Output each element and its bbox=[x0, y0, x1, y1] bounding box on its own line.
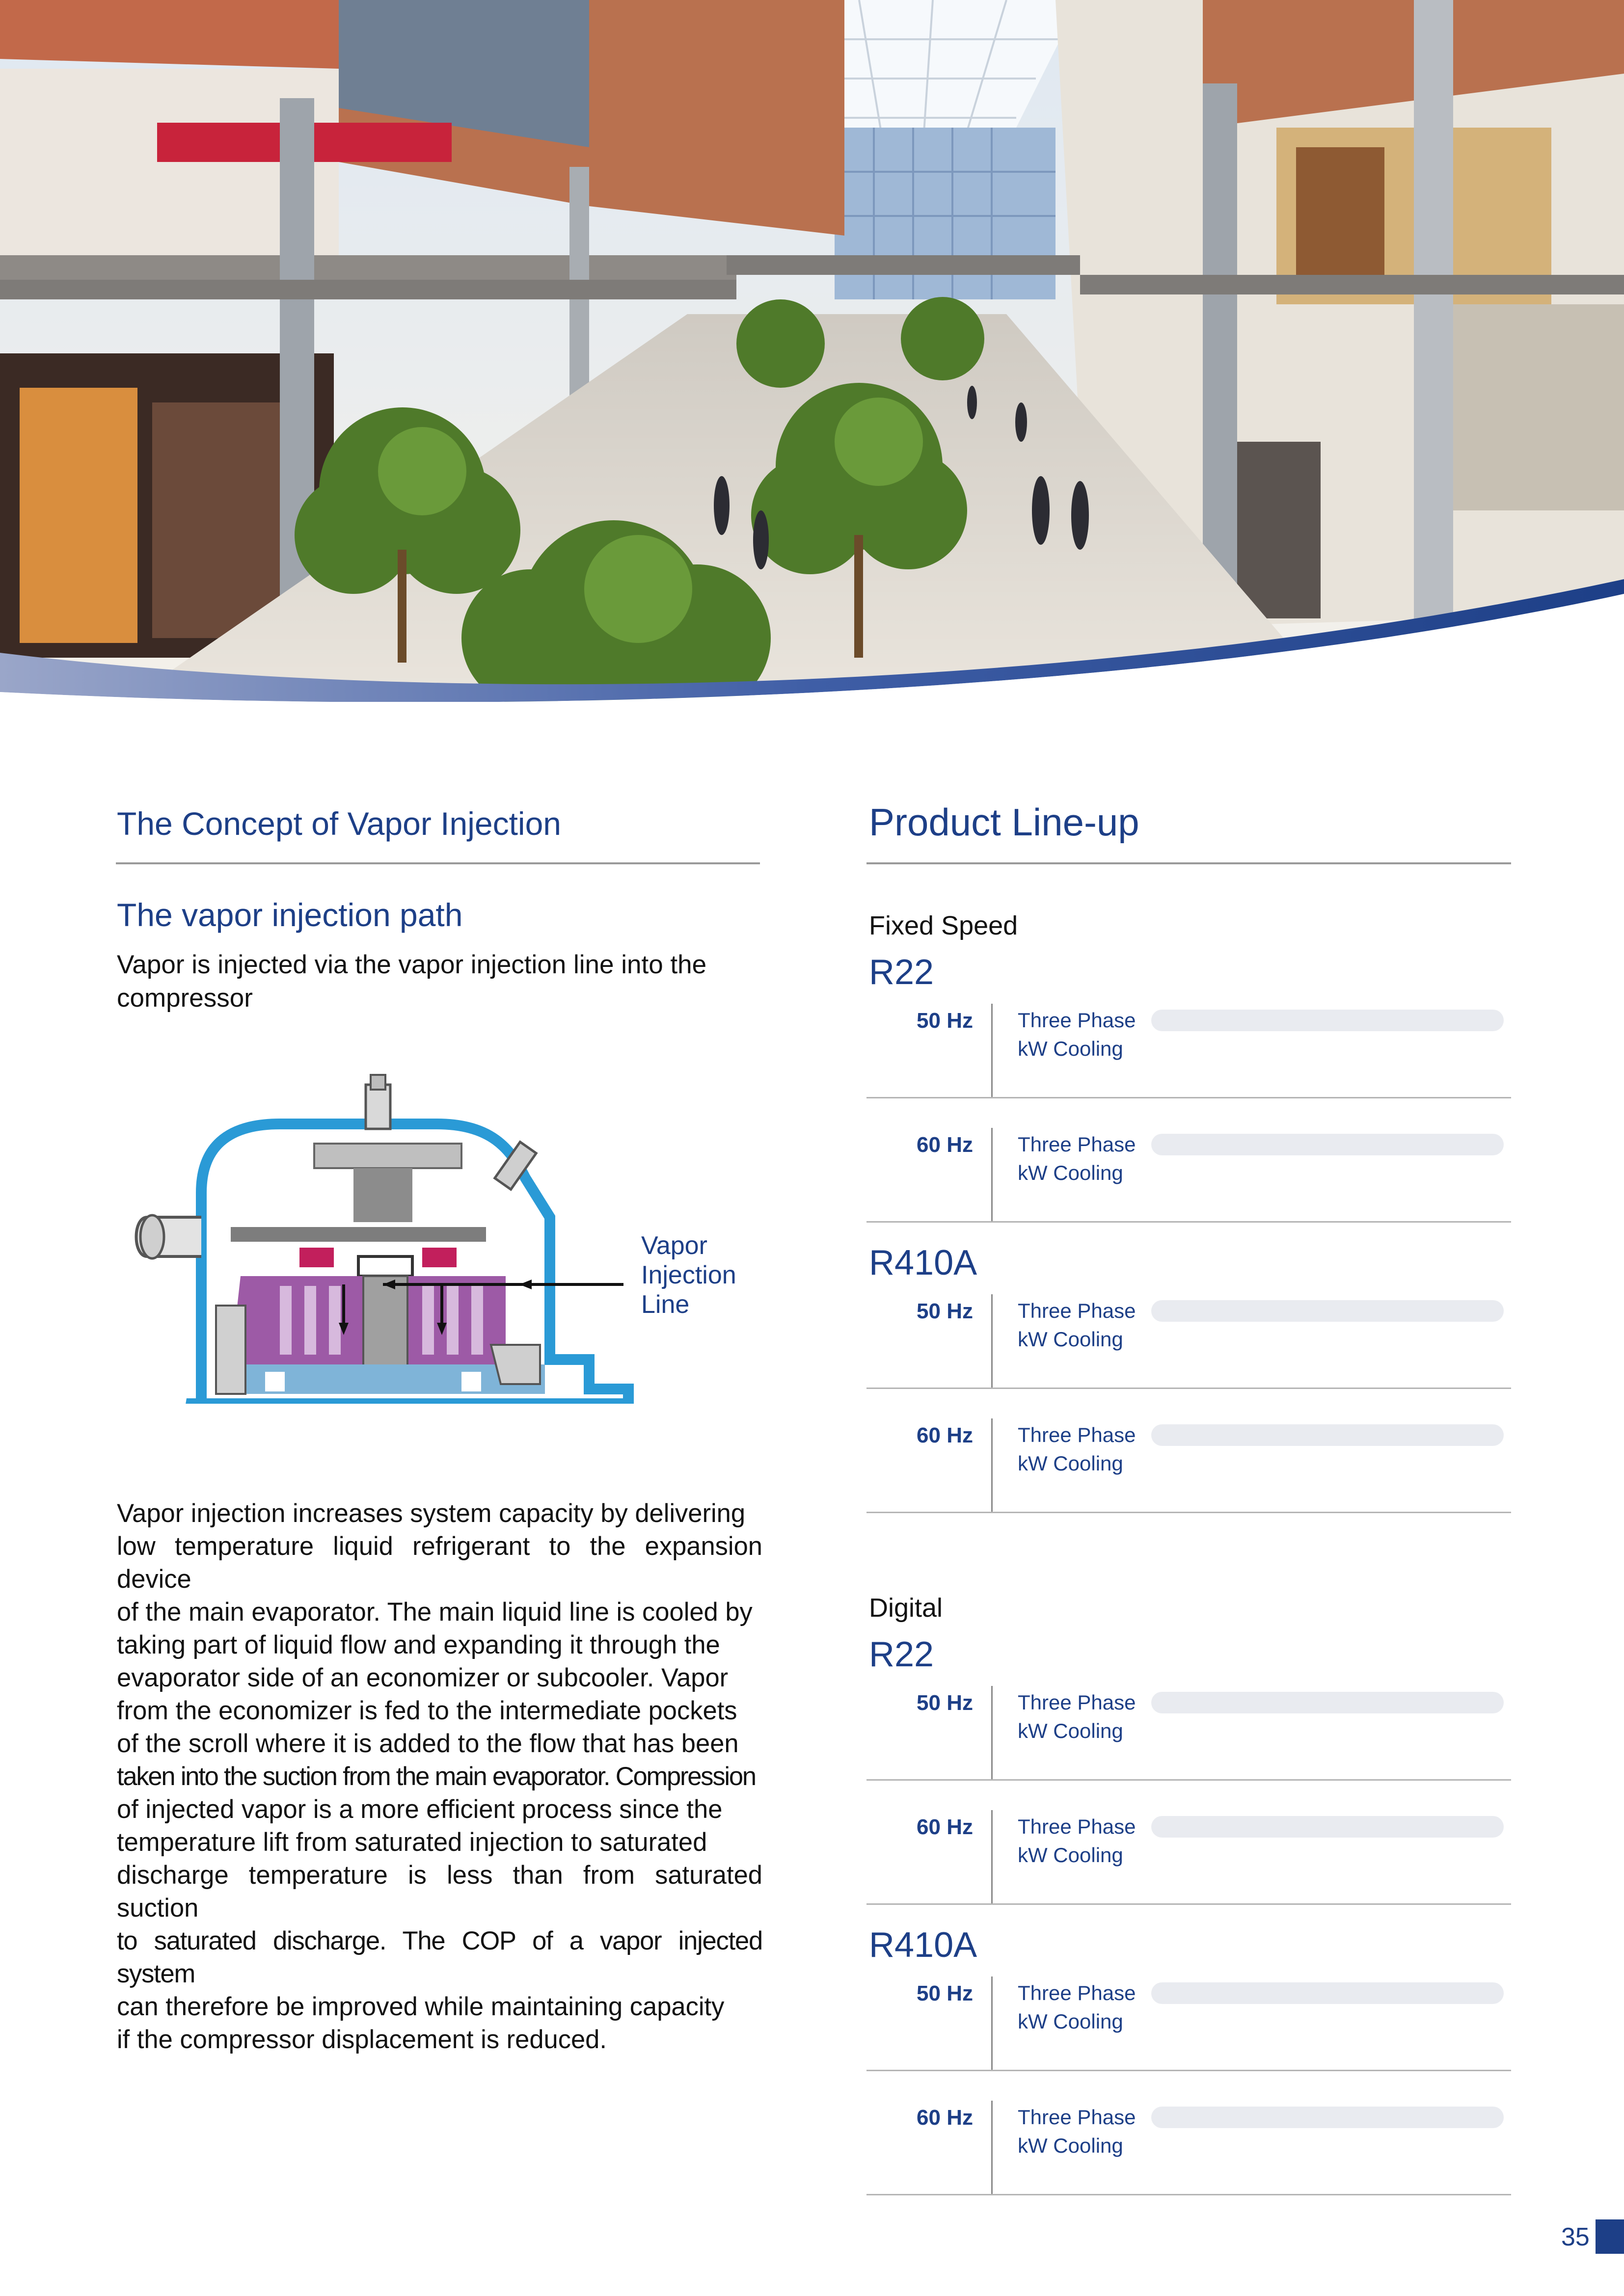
capacity-chart bbox=[1151, 1128, 1505, 1221]
frequency-label: 50 Hz bbox=[917, 1981, 973, 2005]
lineup-row bbox=[866, 1686, 1511, 1784]
lineup-row bbox=[866, 2101, 1511, 2199]
subtitle-vapor-path: The vapor injection path bbox=[117, 897, 463, 933]
row-divider-vertical bbox=[991, 2101, 993, 2194]
divider bbox=[866, 862, 1511, 864]
row-divider-vertical bbox=[991, 1418, 993, 1512]
row-divider-horizontal bbox=[866, 1512, 1511, 1513]
vapor-injection-line-label bbox=[641, 1231, 736, 1319]
body-line: temperature lift from saturated injection to saturated bbox=[117, 1828, 707, 1857]
frequency-label: 60 Hz bbox=[917, 1815, 973, 1839]
refrigerant-label: R410A bbox=[869, 1925, 977, 1965]
divider bbox=[116, 862, 760, 864]
lineup-row bbox=[866, 1976, 1511, 2075]
row-divider-vertical bbox=[991, 1686, 993, 1779]
section-label-digital: Digital bbox=[869, 1593, 943, 1623]
refrigerant-label: R410A bbox=[869, 1243, 977, 1282]
refrigerant-label: R22 bbox=[869, 1635, 934, 1674]
cooling-label: kW Cooling bbox=[1018, 1719, 1123, 1742]
body-line: from the economizer is fed to the intermediate pockets bbox=[117, 1696, 737, 1725]
lineup-row bbox=[866, 1004, 1511, 1102]
frequency-label: 50 Hz bbox=[917, 1299, 973, 1323]
label-line: Injection bbox=[641, 1261, 736, 1289]
page-number: 35 bbox=[1561, 2223, 1590, 2251]
body-line: if the compressor displacement is reduced. bbox=[117, 2025, 607, 2054]
body-line: evaporator side of an economizer or subcooler. Vapor bbox=[117, 1663, 729, 1692]
frequency-label: 50 Hz bbox=[917, 1009, 973, 1033]
capacity-track bbox=[1151, 1134, 1504, 1155]
body-line: Vapor injection increases system capacity by delivering bbox=[117, 1499, 746, 1528]
section-title-concept: The Concept of Vapor Injection bbox=[117, 805, 561, 842]
lineup-row bbox=[866, 1128, 1511, 1226]
label-line: Vapor bbox=[641, 1231, 707, 1260]
capacity-chart bbox=[1151, 1418, 1505, 1512]
body-line: taking part of liquid flow and expanding it through the bbox=[117, 1630, 720, 1659]
row-divider-vertical bbox=[991, 1976, 993, 2070]
capacity-track bbox=[1151, 1816, 1504, 1838]
frequency-label: 60 Hz bbox=[917, 1423, 973, 1447]
capacity-chart bbox=[1151, 1686, 1505, 1779]
lineup-row bbox=[866, 1294, 1511, 1392]
cooling-label: kW Cooling bbox=[1018, 1328, 1123, 1351]
capacity-chart bbox=[1151, 1294, 1505, 1388]
body-line: low temperature liquid refrigerant to the expansion device bbox=[117, 1532, 762, 1594]
row-divider-vertical bbox=[991, 1004, 993, 1097]
row-divider-horizontal bbox=[866, 2194, 1511, 2195]
body-line: to saturated discharge. The COP of a vapor injected system bbox=[117, 1926, 762, 1988]
cooling-label: kW Cooling bbox=[1018, 1161, 1123, 1184]
section-label-fixed-speed: Fixed Speed bbox=[869, 911, 1018, 940]
capacity-chart bbox=[1151, 1976, 1505, 2070]
capacity-chart bbox=[1151, 1004, 1505, 1097]
body-line: taken into the suction from the main evaporator. Compression bbox=[117, 1762, 756, 1791]
capacity-track bbox=[1151, 1692, 1504, 1713]
body-line: of injected vapor is a more efficient process since the bbox=[117, 1795, 723, 1824]
phase-label: Three Phase bbox=[1018, 1981, 1136, 2004]
row-divider-horizontal bbox=[866, 1779, 1511, 1781]
lineup-row bbox=[866, 1418, 1511, 1517]
frequency-label: 50 Hz bbox=[917, 1691, 973, 1715]
row-divider-horizontal bbox=[866, 2070, 1511, 2071]
section-title-product-lineup: Product Line-up bbox=[869, 801, 1139, 844]
capacity-track bbox=[1151, 1982, 1504, 2004]
body-line: of the scroll where it is added to the flow that has been bbox=[117, 1729, 739, 1758]
mall-interior-photo bbox=[0, 0, 1624, 702]
row-divider-horizontal bbox=[866, 1221, 1511, 1223]
vapor-path-description: Vapor is injected via the vapor injection line into the compressor bbox=[117, 950, 707, 1013]
cooling-label: kW Cooling bbox=[1018, 2134, 1123, 2157]
body-line: of the main evaporator. The main liquid line is cooled by bbox=[117, 1598, 753, 1627]
capacity-track bbox=[1151, 1300, 1504, 1322]
row-divider-horizontal bbox=[866, 1097, 1511, 1098]
cooling-label: kW Cooling bbox=[1018, 1452, 1123, 1475]
row-divider-horizontal bbox=[866, 1903, 1511, 1905]
phase-label: Three Phase bbox=[1018, 1815, 1136, 1838]
row-divider-vertical bbox=[991, 1294, 993, 1388]
label-line: Line bbox=[641, 1290, 690, 1319]
row-divider-vertical bbox=[991, 1128, 993, 1221]
capacity-track bbox=[1151, 1424, 1504, 1446]
phase-label: Three Phase bbox=[1018, 2106, 1136, 2129]
body-paragraph bbox=[117, 1497, 762, 2056]
capacity-track bbox=[1151, 2107, 1504, 2128]
cooling-label: kW Cooling bbox=[1018, 1037, 1123, 1060]
phase-label: Three Phase bbox=[1018, 1423, 1136, 1446]
row-divider-horizontal bbox=[866, 1388, 1511, 1389]
body-line: can therefore be improved while maintaining capacity bbox=[117, 1992, 725, 2021]
refrigerant-label: R22 bbox=[869, 953, 934, 992]
cooling-label: kW Cooling bbox=[1018, 1843, 1123, 1867]
body-line: discharge temperature is less than from saturated suction bbox=[117, 1861, 762, 1922]
phase-label: Three Phase bbox=[1018, 1009, 1136, 1032]
capacity-chart bbox=[1151, 1810, 1505, 1903]
lineup-row bbox=[866, 1810, 1511, 1908]
phase-label: Three Phase bbox=[1018, 1299, 1136, 1322]
page-number-block bbox=[1596, 2219, 1624, 2254]
cooling-label: kW Cooling bbox=[1018, 2010, 1123, 2033]
capacity-track bbox=[1151, 1010, 1504, 1031]
capacity-chart bbox=[1151, 2101, 1505, 2194]
phase-label: Three Phase bbox=[1018, 1691, 1136, 1714]
row-divider-vertical bbox=[991, 1810, 993, 1903]
frequency-label: 60 Hz bbox=[917, 1133, 973, 1157]
phase-label: Three Phase bbox=[1018, 1133, 1136, 1156]
frequency-label: 60 Hz bbox=[917, 2106, 973, 2130]
